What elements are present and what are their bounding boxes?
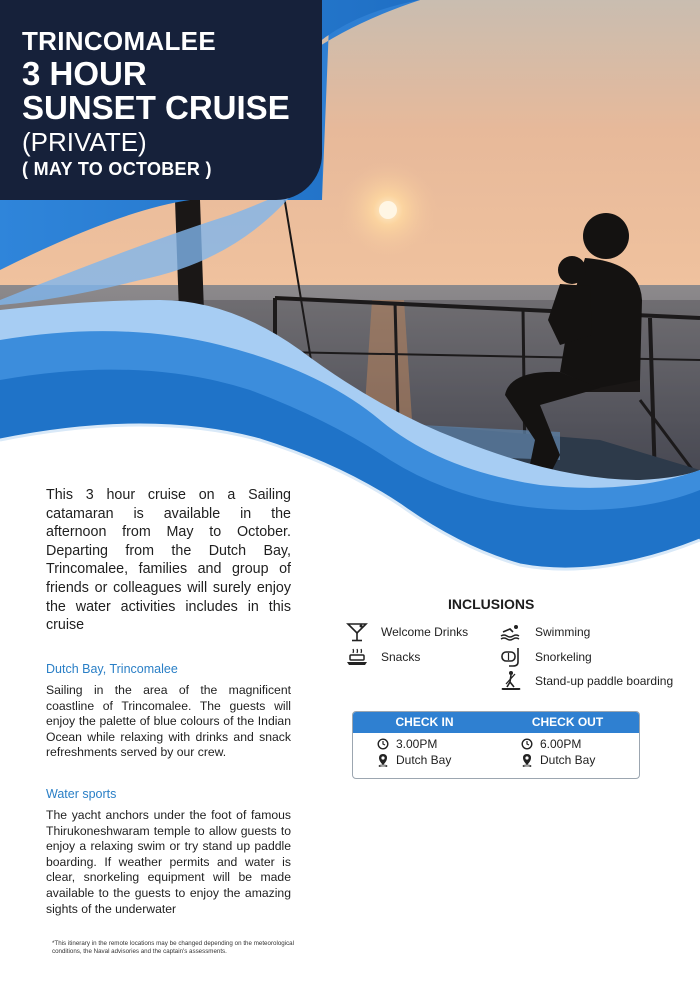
title-location: TRINCOMALEE [22, 26, 216, 56]
checkin-time-row [377, 737, 437, 751]
inclusion-swimming [500, 622, 590, 642]
inclusion-label: Swimming [535, 625, 591, 639]
inclusion-paddle-boarding [500, 670, 673, 692]
section-body-water-sports: The yacht anchors under the foot of famous Thirukoneshwaram temple to allow guests to enjoy a relaxing swim or try stand up paddle boarding. If weather permits and water is clear, snorkeling equipment will be made available to the guests to enjoy the amazing sights of the underwater [46, 808, 291, 916]
inclusion-label: Welcome Drinks [381, 625, 469, 639]
checkin-checkout-box [352, 711, 640, 779]
checkout-time: 6.00PM [540, 737, 582, 751]
inclusion-label: Snorkeling [535, 650, 592, 664]
title-box [0, 0, 322, 200]
checkin-place-row [377, 753, 451, 767]
checkin-place: Dutch Bay [396, 753, 452, 767]
cocktail-icon [346, 622, 368, 642]
inclusion-snorkeling [500, 646, 592, 668]
inclusion-label: Snacks [381, 650, 421, 664]
section-title-dutch-bay: Dutch Bay, Trincomalee [46, 662, 178, 676]
section-title-water-sports: Water sports [46, 787, 117, 801]
inclusion-snacks [346, 647, 420, 667]
checkout-place-row [521, 753, 595, 767]
inclusion-label: Stand-up paddle boarding [535, 674, 674, 688]
checkout-place: Dutch Bay [540, 753, 596, 767]
intro-paragraph: This 3 hour cruise on a Sailing catamaran is available in the afternoon from May to October. Departing from the Dutch Bay, Trincomalee, families and group of friends or colleagues will surely enjoy the water activities includes in this cruise [46, 487, 291, 634]
footnote: *This itinerary in the remote locations may be changed depending on the meteorological conditions, the Naval advisories and the captain's assessments. [52, 940, 294, 955]
paddle-board-icon [500, 670, 522, 692]
snorkel-mask-icon [500, 646, 522, 668]
location-pin-icon [377, 753, 389, 767]
clock-icon [521, 738, 533, 750]
checkout-label: CHECK OUT [531, 715, 604, 729]
checkin-checkout-header [353, 712, 639, 733]
checkout-time-row [521, 737, 581, 751]
swimming-icon [500, 622, 522, 642]
title-private: (PRIVATE) [22, 127, 147, 157]
location-pin-icon [521, 753, 533, 767]
inclusions-title: INCLUSIONS [448, 596, 535, 612]
title-cruise: SUNSET CRUISE [22, 89, 290, 126]
clock-icon [377, 738, 389, 750]
title-duration: 3 HOUR [22, 55, 147, 92]
snack-plate-icon [346, 647, 368, 667]
inclusion-welcome-drinks [346, 622, 468, 642]
checkin-time: 3.00PM [396, 737, 438, 751]
checkin-label: CHECK IN [395, 715, 454, 729]
title-season: ( MAY TO OCTOBER ) [22, 159, 212, 179]
section-body-dutch-bay: Sailing in the area of the magnificent coastline of Trincomalee. The guests will enjoy the palette of blue colours of the Indian Ocean while relaxing with drinks and snack refreshments served by our crew. [46, 683, 291, 760]
